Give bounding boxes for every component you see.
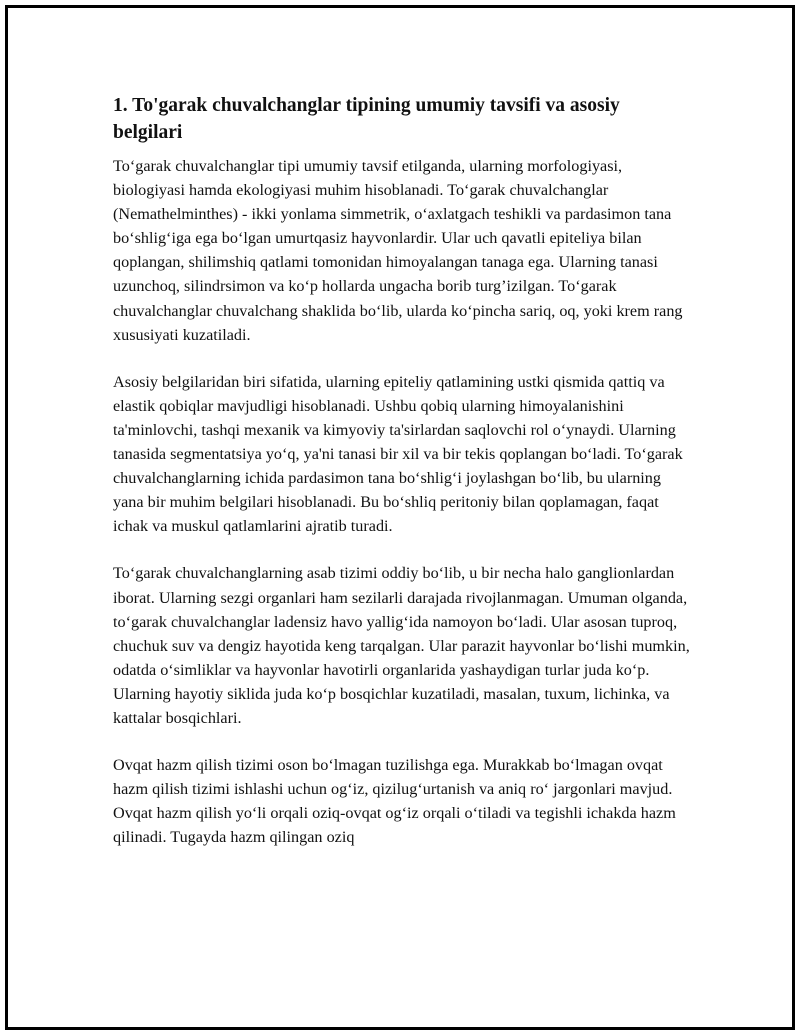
- paragraph-3: To‘garak chuvalchanglarning asab tizimi oddiy bo‘lib, u bir necha halo ganglionlardan iborat. Ularning sezgi organlari ham sezilarli darajada rivojlanmagan. Umuman olganda, to‘garak chuvalchanglar ladensiz havo yallig‘ida namoyon bo‘ladi. Ular asosan tuproq, chuchuk suv va dengiz hayotida keng tarqalgan. Ular parazit hayvonlar bo‘lishi mumkin, odatda o‘simliklar va hayvonlar havotirli organlarida yashaydigan turlar juda ko‘p. Ularning hayotiy siklida juda ko‘p bosqichlar kuzatiladi, masalan, tuxum, lichinka, va kattalar bosqichlari.: [113, 564, 690, 727]
- section-title: 1. To'garak chuvalchanglar tipining umumiy tavsifi va asosiy belgilari: [113, 95, 620, 143]
- document-body: [113, 92, 693, 872]
- paragraph-2: Asosiy belgilaridan biri sifatida, ularning epiteliy qatlamining ustki qismida qattiq va elastik qobiqlar mavjudligi hisoblanadi. Ushbu qobiq ularning himoyalanishini ta'minlovchi, tashqi mexanik va kimyoviy ta'sirlardan saqlovchi rol o‘ynaydi. Ularning tanasida segmentatsiya yo‘q, ya'ni tanasi bir xil va bir tekis qoplangan bo‘ladi. To‘garak chuvalchanglarning ichida pardasimon tana bo‘shlig‘i joylashgan bo‘lib, bu ularning yana bir muhim belgilari hisoblanadi. Bu bo‘shliq peritoniy bilan qoplamagan, faqat ichak va muskul qatlamlarini ajratib turadi.: [113, 372, 683, 536]
- paragraph-4: Ovqat hazm qilish tizimi oson bo‘lmagan tuzilishga ega. Murakkab bo‘lmagan ovqat hazm qilish tizimi ishlashi uchun og‘iz, qizilug‘urtanish va aniq ro‘ jargonlari mavjud. Ovqat hazm qilish yo‘li orqali oziq-ovqat og‘iz orqali o‘tiladi va tegishli ichakda hazm qilinadi. Tugayda hazm qilingan oziq: [113, 756, 676, 847]
- paragraph-1: To‘garak chuvalchanglar tipi umumiy tavsif etilganda, ularning morfologiyasi, biologiyasi hamda ekologiyasi muhim hisoblanadi. To‘garak chuvalchanglar (Nemathelminthes) - ikki yonlama simmetrik, o‘axlatgach teshikli va pardasimon tana bo‘shlig‘iga ega bo‘lgan umurtqasiz hayvonlardir. Ular uch qavatli epiteliya bilan qoplangan, shilimshiq qatlami tomonidan himoyalangan tanaga ega. Ularning tanasi uzunchoq, silindrsimon va ko‘p hollarda ungacha borib turg’izilgan. To‘garak chuvalchanglar chuvalchang shaklida bo‘lib, ularda ko‘pincha sariq, oq, yoki krem rang xususiyati kuzatiladi.: [113, 157, 683, 344]
